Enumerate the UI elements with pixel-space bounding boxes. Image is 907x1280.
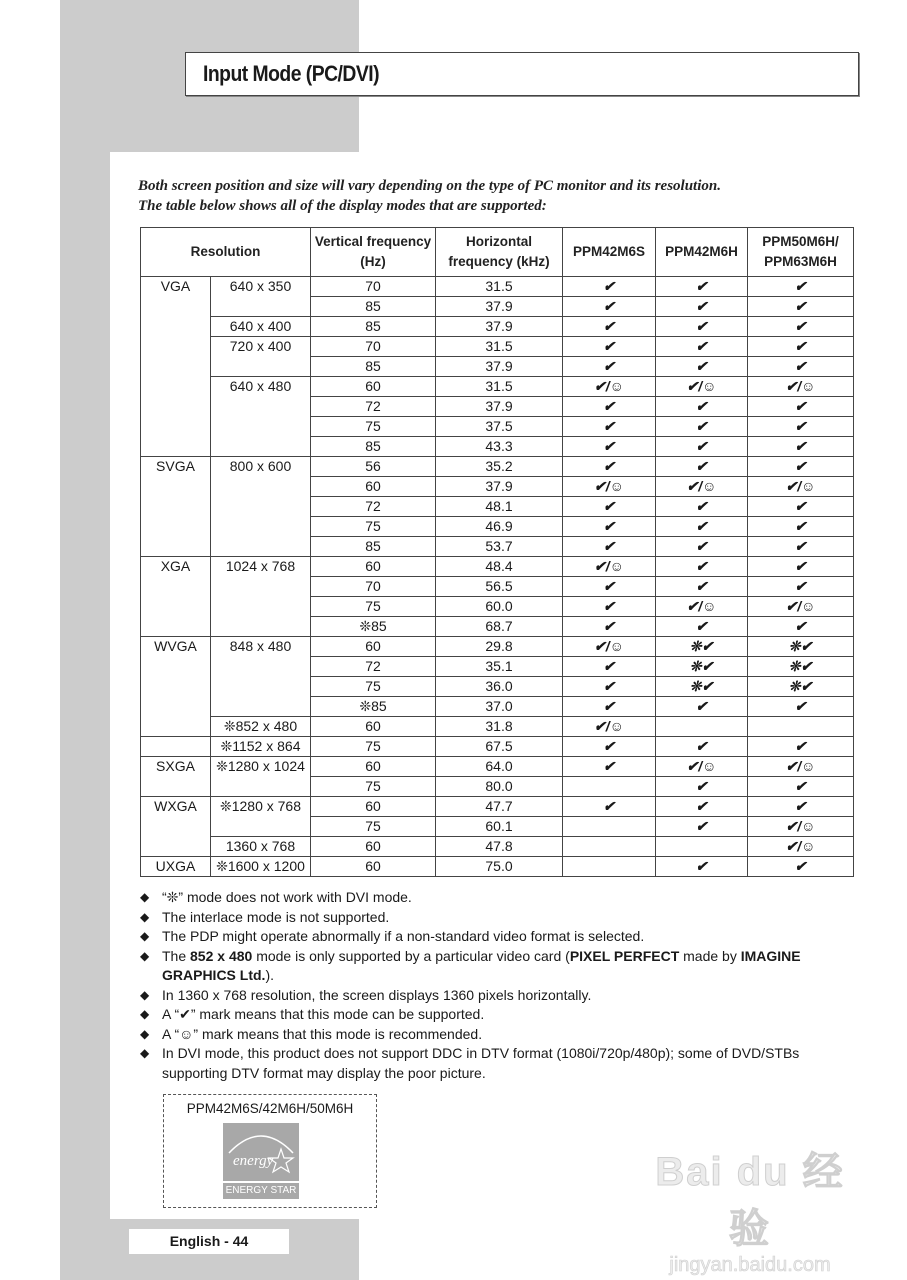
cell-mode: SXGA (141, 757, 211, 797)
cell-support-ppm50m6h: ✔ (748, 497, 854, 517)
cell-support-ppm42m6h: ❊✔ (656, 637, 748, 657)
cell-horizontal-frequency: 48.4 (436, 557, 563, 577)
cell-support-ppm42m6s: ✔/☺ (563, 477, 656, 497)
cell-support-ppm42m6h (656, 717, 748, 737)
cell-horizontal-frequency: 31.5 (436, 277, 563, 297)
cell-support-ppm42m6h: ✔ (656, 337, 748, 357)
cell-vertical-frequency: 75 (311, 737, 436, 757)
cell-support-ppm42m6s (563, 817, 656, 837)
cell-support-ppm42m6s: ✔ (563, 437, 656, 457)
cell-horizontal-frequency: 48.1 (436, 497, 563, 517)
cell-support-ppm50m6h: ✔ (748, 557, 854, 577)
cell-support-ppm42m6h: ✔ (656, 797, 748, 817)
table-row (141, 637, 854, 657)
header-horizontal-frequency: Horizontal frequency (kHz) (436, 228, 563, 277)
cell-support-ppm42m6s (563, 837, 656, 857)
cell-mode (141, 737, 211, 757)
cell-vertical-frequency: 85 (311, 437, 436, 457)
cell-vertical-frequency: 70 (311, 577, 436, 597)
energy-star-box (163, 1094, 377, 1208)
cell-vertical-frequency: 75 (311, 417, 436, 437)
diamond-bullet-icon: ◆ (140, 1026, 150, 1041)
cell-support-ppm50m6h: ✔/☺ (748, 817, 854, 837)
page-number: English - 44 (129, 1229, 289, 1254)
table-row (141, 337, 854, 357)
cell-support-ppm42m6s: ✔ (563, 597, 656, 617)
cell-vertical-frequency: 75 (311, 517, 436, 537)
cell-support-ppm42m6s: ✔ (563, 677, 656, 697)
cell-support-ppm42m6h: ✔ (656, 457, 748, 477)
cell-support-ppm50m6h: ✔ (748, 317, 854, 337)
cell-support-ppm42m6h: ✔ (656, 617, 748, 637)
cell-support-ppm42m6s: ✔ (563, 617, 656, 637)
notes-list (140, 888, 830, 1083)
cell-support-ppm50m6h: ✔ (748, 357, 854, 377)
cell-support-ppm42m6s: ✔ (563, 457, 656, 477)
cell-support-ppm42m6s (563, 857, 656, 877)
cell-vertical-frequency: 72 (311, 497, 436, 517)
table-row (141, 277, 854, 297)
cell-resolution: ❊1280 x 768 (211, 797, 311, 837)
watermark-brand: Bai du 经验 (655, 1150, 845, 1251)
cell-horizontal-frequency: 60.0 (436, 597, 563, 617)
cell-horizontal-frequency: 35.2 (436, 457, 563, 477)
cell-vertical-frequency: 56 (311, 457, 436, 477)
note-text: “❊” mode does not work with DVI mode. (162, 889, 412, 905)
cell-horizontal-frequency: 31.5 (436, 377, 563, 397)
cell-support-ppm42m6h: ✔ (656, 577, 748, 597)
cell-horizontal-frequency: 47.7 (436, 797, 563, 817)
cell-support-ppm42m6h: ✔/☺ (656, 377, 748, 397)
note-emphasis: 852 x 480 (190, 947, 253, 964)
cell-support-ppm42m6s: ✔ (563, 397, 656, 417)
watermark-url: jingyan.baidu.com (669, 1254, 831, 1276)
cell-resolution: 640 x 350 (211, 277, 311, 317)
cell-support-ppm50m6h: ✔ (748, 397, 854, 417)
cell-support-ppm42m6h: ✔ (656, 437, 748, 457)
cell-horizontal-frequency: 67.5 (436, 737, 563, 757)
cell-support-ppm50m6h: ✔ (748, 457, 854, 477)
note-item (140, 1005, 830, 1025)
cell-resolution: 800 x 600 (211, 457, 311, 557)
intro-line-2: The table below shows all of the display modes that are supported: (138, 198, 547, 214)
diamond-bullet-icon: ◆ (140, 948, 150, 963)
cell-vertical-frequency: 70 (311, 277, 436, 297)
cell-support-ppm42m6h: ✔ (656, 297, 748, 317)
header-resolution: Resolution (141, 228, 311, 277)
cell-mode: VGA (141, 277, 211, 457)
cell-horizontal-frequency: 56.5 (436, 577, 563, 597)
cell-support-ppm42m6s: ✔/☺ (563, 377, 656, 397)
svg-text:energy: energy (233, 1153, 274, 1169)
table-row (141, 717, 854, 737)
cell-support-ppm42m6h: ✔ (656, 857, 748, 877)
cell-support-ppm42m6s: ✔ (563, 337, 656, 357)
cell-support-ppm50m6h: ✔/☺ (748, 377, 854, 397)
cell-vertical-frequency: 60 (311, 717, 436, 737)
cell-mode: WXGA (141, 797, 211, 857)
cell-horizontal-frequency: 53.7 (436, 537, 563, 557)
diamond-bullet-icon: ◆ (140, 1046, 150, 1060)
title-box (185, 52, 859, 96)
cell-mode: SVGA (141, 457, 211, 557)
note-text: mode is only supported by a particular video card ( (252, 947, 570, 964)
display-modes-table (140, 227, 854, 877)
cell-support-ppm42m6h: ✔ (656, 737, 748, 757)
cell-vertical-frequency: 60 (311, 557, 436, 577)
cell-support-ppm50m6h: ✔ (748, 337, 854, 357)
cell-support-ppm50m6h: ❊✔ (748, 677, 854, 697)
cell-support-ppm50m6h: ❊✔ (748, 657, 854, 677)
cell-resolution: ❊852 x 480 (211, 717, 311, 737)
cell-resolution: 1360 x 768 (211, 837, 311, 857)
cell-support-ppm42m6h: ✔/☺ (656, 597, 748, 617)
table-row (141, 797, 854, 817)
cell-resolution: 1024 x 768 (211, 557, 311, 637)
cell-support-ppm42m6s (563, 777, 656, 797)
cell-support-ppm50m6h: ✔ (748, 617, 854, 637)
note-item (140, 1044, 830, 1083)
cell-horizontal-frequency: 37.5 (436, 417, 563, 437)
cell-support-ppm50m6h: ✔ (748, 437, 854, 457)
header-model-ppm42m6s: PPM42M6S (563, 228, 656, 277)
cell-vertical-frequency: 85 (311, 317, 436, 337)
table-row (141, 837, 854, 857)
cell-support-ppm42m6h: ❊✔ (656, 677, 748, 697)
cell-vertical-frequency: 60 (311, 797, 436, 817)
cell-support-ppm42m6s: ✔ (563, 277, 656, 297)
cell-support-ppm42m6s: ✔ (563, 797, 656, 817)
cell-support-ppm42m6s: ✔/☺ (563, 637, 656, 657)
cell-support-ppm42m6h: ✔ (656, 777, 748, 797)
table-row (141, 857, 854, 877)
cell-support-ppm50m6h: ✔/☺ (748, 597, 854, 617)
cell-horizontal-frequency: 29.8 (436, 637, 563, 657)
cell-horizontal-frequency: 68.7 (436, 617, 563, 637)
page-margin-band (60, 0, 110, 1280)
cell-horizontal-frequency: 43.3 (436, 437, 563, 457)
cell-support-ppm42m6s: ✔ (563, 737, 656, 757)
intro-line-1: Both screen position and size will vary depending on the type of PC monitor and its resolution. (138, 178, 721, 194)
cell-vertical-frequency: 75 (311, 597, 436, 617)
note-text: ). (265, 967, 275, 983)
cell-support-ppm42m6h: ✔ (656, 277, 748, 297)
cell-support-ppm42m6s: ✔ (563, 537, 656, 557)
cell-support-ppm50m6h: ❊✔ (748, 637, 854, 657)
cell-support-ppm42m6h: ✔ (656, 357, 748, 377)
cell-vertical-frequency: 75 (311, 677, 436, 697)
cell-vertical-frequency: 60 (311, 757, 436, 777)
cell-support-ppm42m6s: ✔ (563, 517, 656, 537)
cell-support-ppm42m6s: ✔/☺ (563, 717, 656, 737)
cell-resolution: 640 x 480 (211, 377, 311, 457)
cell-resolution: ❊1152 x 864 (211, 737, 311, 757)
cell-horizontal-frequency: 60.1 (436, 817, 563, 837)
cell-support-ppm50m6h: ✔ (748, 797, 854, 817)
table-row (141, 757, 854, 777)
cell-vertical-frequency: 75 (311, 817, 436, 837)
note-item (140, 947, 830, 986)
cell-vertical-frequency: 85 (311, 357, 436, 377)
note-text: In 1360 x 768 resolution, the screen displays 1360 pixels horizontally. (162, 986, 592, 1003)
cell-support-ppm42m6h: ❊✔ (656, 657, 748, 677)
note-text: A “✔” mark means that this mode can be supported. (162, 1006, 485, 1022)
cell-horizontal-frequency: 37.9 (436, 397, 563, 417)
cell-support-ppm50m6h: ✔ (748, 777, 854, 797)
table-header-row (141, 228, 854, 277)
energy-star-icon (223, 1123, 299, 1183)
cell-vertical-frequency: 60 (311, 837, 436, 857)
cell-support-ppm42m6s: ✔ (563, 417, 656, 437)
cell-support-ppm42m6h (656, 837, 748, 857)
cell-resolution: 640 x 400 (211, 317, 311, 337)
diamond-bullet-icon: ◆ (140, 890, 150, 904)
cell-vertical-frequency: 72 (311, 657, 436, 677)
cell-support-ppm50m6h: ✔ (748, 517, 854, 537)
cell-support-ppm42m6h: ✔ (656, 697, 748, 717)
cell-support-ppm42m6s: ✔ (563, 757, 656, 777)
note-emphasis: PIXEL PERFECT (569, 947, 680, 964)
cell-support-ppm42m6s: ✔ (563, 317, 656, 337)
note-emphasis: IMAGINE GRAPHICS Ltd. (162, 947, 801, 983)
cell-support-ppm50m6h: ✔/☺ (748, 757, 854, 777)
note-item (140, 888, 830, 908)
cell-horizontal-frequency: 37.9 (436, 477, 563, 497)
note-item (140, 908, 830, 928)
cell-horizontal-frequency: 37.9 (436, 317, 563, 337)
cell-support-ppm42m6s: ✔ (563, 577, 656, 597)
cell-resolution: 720 x 400 (211, 337, 311, 377)
cell-support-ppm42m6h: ✔ (656, 317, 748, 337)
cell-support-ppm42m6s: ✔ (563, 297, 656, 317)
table-row (141, 457, 854, 477)
note-text: The interlace mode is not supported. (162, 908, 390, 925)
cell-support-ppm42m6s: ✔/☺ (563, 557, 656, 577)
cell-vertical-frequency: 85 (311, 537, 436, 557)
table-row (141, 377, 854, 397)
note-item (140, 927, 830, 947)
cell-support-ppm50m6h: ✔ (748, 297, 854, 317)
energy-star-logo (223, 1123, 299, 1199)
cell-support-ppm42m6s: ✔ (563, 357, 656, 377)
cell-support-ppm42m6s: ✔ (563, 497, 656, 517)
cell-vertical-frequency: 60 (311, 477, 436, 497)
cell-support-ppm50m6h: ✔/☺ (748, 837, 854, 857)
cell-support-ppm50m6h: ✔ (748, 857, 854, 877)
cell-support-ppm42m6h: ✔ (656, 497, 748, 517)
cell-resolution: 848 x 480 (211, 637, 311, 717)
cell-vertical-frequency: 60 (311, 637, 436, 657)
cell-support-ppm42m6h: ✔/☺ (656, 757, 748, 777)
note-text: made by (679, 947, 741, 964)
cell-vertical-frequency: 60 (311, 857, 436, 877)
cell-vertical-frequency: 60 (311, 377, 436, 397)
header-model-ppm50m6h-ppm63m6h: PPM50M6H/ PPM63M6H (748, 228, 854, 277)
cell-support-ppm50m6h: ✔ (748, 737, 854, 757)
cell-mode: WVGA (141, 637, 211, 737)
cell-horizontal-frequency: 37.9 (436, 357, 563, 377)
cell-vertical-frequency: 70 (311, 337, 436, 357)
cell-horizontal-frequency: 37.0 (436, 697, 563, 717)
diamond-bullet-icon: ◆ (140, 1007, 150, 1021)
cell-horizontal-frequency: 35.1 (436, 657, 563, 677)
cell-horizontal-frequency: 31.5 (436, 337, 563, 357)
cell-support-ppm42m6s: ✔ (563, 697, 656, 717)
cell-horizontal-frequency: 37.9 (436, 297, 563, 317)
cell-horizontal-frequency: 47.8 (436, 837, 563, 857)
cell-support-ppm42m6h: ✔ (656, 557, 748, 577)
diamond-bullet-icon: ◆ (140, 909, 150, 924)
note-text: A “☺” mark means that this mode is recommended. (162, 1025, 483, 1042)
cell-support-ppm50m6h: ✔ (748, 577, 854, 597)
cell-horizontal-frequency: 36.0 (436, 677, 563, 697)
cell-horizontal-frequency: 75.0 (436, 857, 563, 877)
diamond-bullet-icon: ◆ (140, 929, 150, 943)
intro-text (138, 176, 858, 216)
cell-support-ppm50m6h: ✔ (748, 417, 854, 437)
cell-support-ppm42m6h: ✔ (656, 537, 748, 557)
cell-support-ppm50m6h: ✔/☺ (748, 477, 854, 497)
cell-support-ppm50m6h: ✔ (748, 277, 854, 297)
cell-support-ppm42m6h: ✔ (656, 397, 748, 417)
note-text: In DVI mode, this product does not support DDC in DTV format (1080i/720p/480p); some of DVD/STBs supporting DTV format may display the poor picture. (162, 1045, 800, 1081)
cell-support-ppm42m6h: ✔ (656, 817, 748, 837)
cell-vertical-frequency: 85 (311, 297, 436, 317)
header-vertical-frequency: Vertical frequency (Hz) (311, 228, 436, 277)
cell-horizontal-frequency: 46.9 (436, 517, 563, 537)
cell-mode: XGA (141, 557, 211, 637)
cell-vertical-frequency: 72 (311, 397, 436, 417)
cell-mode: UXGA (141, 857, 211, 877)
cell-horizontal-frequency: 80.0 (436, 777, 563, 797)
table-row (141, 557, 854, 577)
cell-resolution: ❊1600 x 1200 (211, 857, 311, 877)
table-row (141, 737, 854, 757)
cell-support-ppm42m6s: ✔ (563, 657, 656, 677)
note-item (140, 986, 830, 1006)
energy-star-models: PPM42M6S/42M6H/50M6H (186, 1101, 354, 1116)
cell-vertical-frequency: 75 (311, 777, 436, 797)
baidu-watermark (640, 1140, 860, 1276)
note-text: The (162, 947, 191, 964)
cell-support-ppm50m6h: ✔ (748, 537, 854, 557)
header-model-ppm42m6h: PPM42M6H (656, 228, 748, 277)
cell-support-ppm42m6h: ✔ (656, 517, 748, 537)
cell-vertical-frequency: ❊85 (311, 697, 436, 717)
cell-support-ppm50m6h: ✔ (748, 697, 854, 717)
note-item (140, 1025, 830, 1045)
cell-support-ppm42m6h: ✔ (656, 417, 748, 437)
note-text: The PDP might operate abnormally if a non-standard video format is selected. (162, 928, 645, 944)
table-row (141, 317, 854, 337)
cell-support-ppm42m6h: ✔/☺ (656, 477, 748, 497)
cell-horizontal-frequency: 64.0 (436, 757, 563, 777)
diamond-bullet-icon: ◆ (140, 987, 150, 1002)
table-body (141, 277, 854, 877)
cell-resolution: ❊1280 x 1024 (211, 757, 311, 797)
cell-vertical-frequency: ❊85 (311, 617, 436, 637)
energy-star-label: ENERGY STAR (223, 1181, 299, 1199)
cell-horizontal-frequency: 31.8 (436, 717, 563, 737)
page-title: Input Mode (PC/DVI) (203, 61, 380, 86)
cell-support-ppm50m6h (748, 717, 854, 737)
